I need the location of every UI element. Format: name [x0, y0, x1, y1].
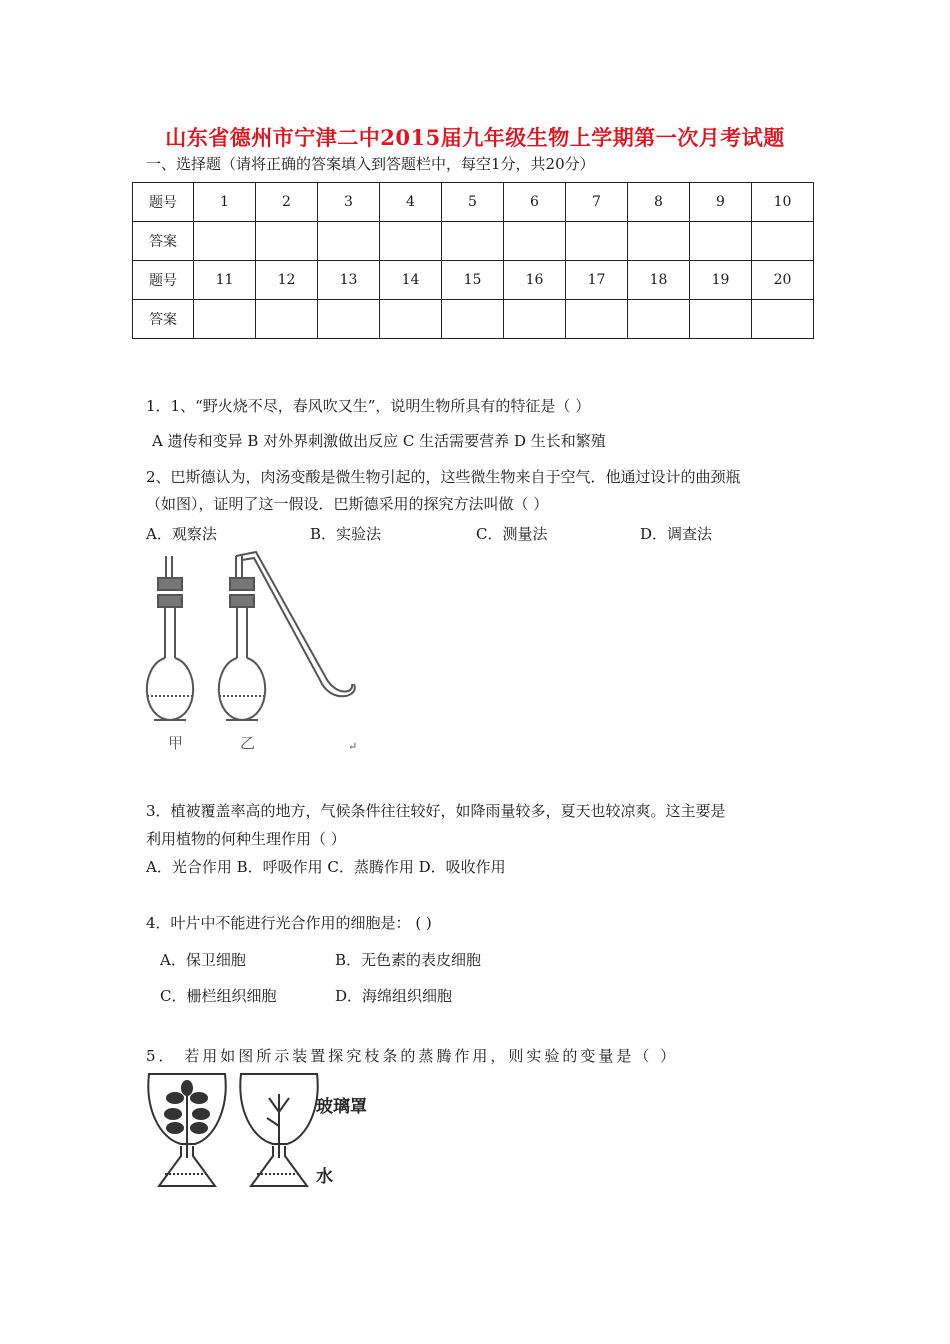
question-number-cell: 14 [380, 261, 442, 300]
answer-cell[interactable] [256, 222, 318, 261]
table-row [133, 261, 814, 300]
question-number-cell: 9 [690, 183, 752, 222]
row-label: 题号 [133, 261, 194, 300]
row-label: 答案 [133, 300, 194, 339]
question-2-option-c: C．测量法 [476, 525, 548, 543]
answer-cell[interactable] [690, 222, 752, 261]
swan-neck-flask-figure [140, 548, 370, 758]
section-instruction: 一、选择题（请将正确的答案填入到答题栏中，每空1分，共20分） [146, 155, 595, 173]
question-3-stem-line2: 利用植物的何种生理作用（ ） [146, 830, 346, 848]
question-number-cell: 6 [504, 183, 566, 222]
question-5-stem: 5． 若用如图所示装置探究枝条的蒸腾作用，则实验的变量是（ ） [146, 1047, 679, 1065]
answer-cell[interactable] [380, 300, 442, 339]
question-number-cell: 13 [318, 261, 380, 300]
answer-cell[interactable] [318, 222, 380, 261]
transpiration-apparatus-figure [145, 1068, 320, 1196]
answer-cell[interactable] [566, 300, 628, 339]
table-row [133, 222, 814, 261]
answer-cell[interactable] [628, 300, 690, 339]
answer-cell[interactable] [504, 300, 566, 339]
question-4-option-d: D．海绵组织细胞 [335, 987, 453, 1005]
table-row [133, 183, 814, 222]
table-row [133, 300, 814, 339]
answer-cell[interactable] [380, 222, 442, 261]
question-number-cell: 20 [752, 261, 814, 300]
water-label: 水 [316, 1167, 333, 1187]
answer-cell[interactable] [690, 300, 752, 339]
question-number-cell: 15 [442, 261, 504, 300]
row-label: 答案 [133, 222, 194, 261]
glass-cover-label: 玻璃罩 [316, 1097, 367, 1117]
answer-cell[interactable] [318, 300, 380, 339]
question-number-cell: 10 [752, 183, 814, 222]
answer-cell[interactable] [504, 222, 566, 261]
question-number-cell: 4 [380, 183, 442, 222]
row-label: 题号 [133, 183, 194, 222]
answer-cell[interactable] [752, 222, 814, 261]
flask-label-yi: 乙 [240, 734, 256, 752]
question-2-option-b: B．实验法 [310, 525, 382, 543]
question-2-stem-line2: （如图），证明了这一假设．巴斯德采用的探究方法叫做（ ） [146, 495, 549, 513]
question-1-options: A 遗传和变异 B 对外界刺激做出反应 C 生活需要营养 D 生长和繁殖 [152, 432, 606, 450]
question-number-cell: 7 [566, 183, 628, 222]
question-number-cell: 17 [566, 261, 628, 300]
question-number-cell: 12 [256, 261, 318, 300]
paragraph-mark: ↵ [348, 740, 358, 753]
answer-cell[interactable] [442, 222, 504, 261]
question-number-cell: 16 [504, 261, 566, 300]
question-2-option-a: A．观察法 [146, 525, 217, 543]
question-4-stem: 4．叶片中不能进行光合作用的细胞是： ( ) [146, 914, 432, 932]
question-number-cell: 2 [256, 183, 318, 222]
question-number-cell: 19 [690, 261, 752, 300]
question-number-cell: 1 [194, 183, 256, 222]
answer-cell[interactable] [442, 300, 504, 339]
answer-cell[interactable] [194, 300, 256, 339]
page-title: 山东省德州市宁津二中2015届九年级生物上学期第一次月考试题 [165, 125, 785, 150]
question-2-option-d: D．调查法 [640, 525, 713, 543]
question-3-options: A．光合作用 B．呼吸作用 C．蒸腾作用 D．吸收作用 [146, 858, 506, 876]
question-4-option-b: B．无色素的表皮细胞 [335, 951, 482, 969]
question-2-stem-line1: 2、巴斯德认为，肉汤变酸是微生物引起的，这些微生物来自于空气．他通过设计的曲颈瓶 [146, 468, 741, 486]
answer-cell[interactable] [194, 222, 256, 261]
answer-cell[interactable] [752, 300, 814, 339]
answer-cell[interactable] [628, 222, 690, 261]
question-number-cell: 11 [194, 261, 256, 300]
answer-cell[interactable] [256, 300, 318, 339]
question-1-stem: 1．1、“野火烧不尽，春风吹又生”，说明生物所具有的特征是（ ） [146, 397, 591, 415]
question-number-cell: 18 [628, 261, 690, 300]
question-4-option-c: C．栅栏组织细胞 [160, 987, 277, 1005]
question-number-cell: 3 [318, 183, 380, 222]
flask-label-jia: 甲 [168, 734, 184, 752]
answer-cell[interactable] [566, 222, 628, 261]
question-4-option-a: A．保卫细胞 [160, 951, 246, 969]
answer-table [132, 182, 814, 339]
question-3-stem-line1: 3．植被覆盖率高的地方，气候条件往往较好，如降雨量较多，夏天也较凉爽。这主要是 [146, 802, 726, 820]
question-number-cell: 8 [628, 183, 690, 222]
question-number-cell: 5 [442, 183, 504, 222]
